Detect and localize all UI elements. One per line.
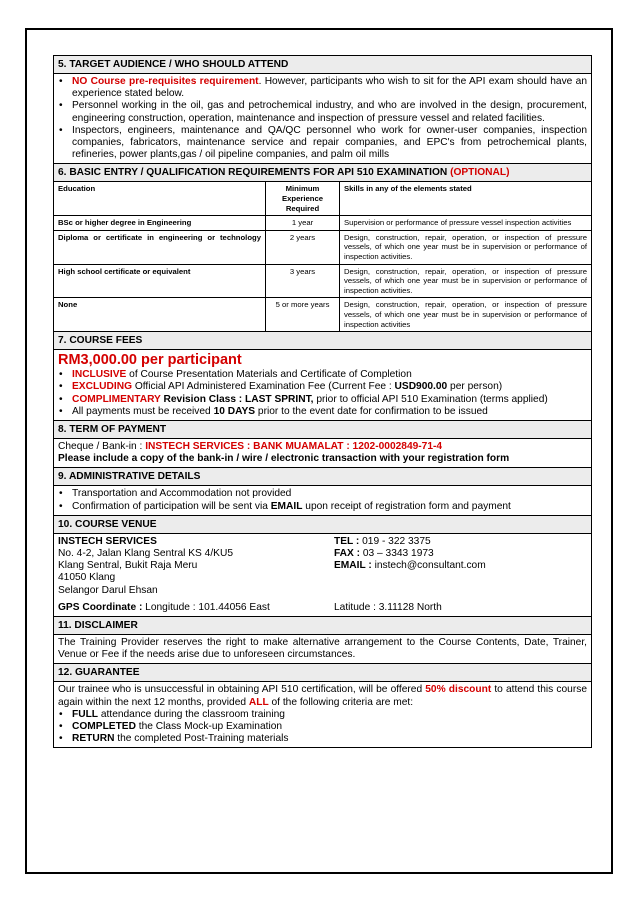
table-cell: Design, construction, repair, operation, or inspection of pressure vessels, of which one year must be in supervision or performance of inspection activities. (340, 231, 591, 265)
list-item: • Inspectors, engineers, maintenance and QA/QC personnel who work for owner-user companies, inspection companies, fabricators, maintenance service and repair companies, and EPC's from petrochemical plants, refineries, power plants,gas / oil pipeline companies, and palm oil mills (58, 125, 587, 162)
section-5-body (54, 74, 591, 164)
list-item: • COMPLIMENTARY Revision Class : LAST SPRINT, prior to official API 510 Examination (terms applied) (58, 394, 587, 406)
section-7-body (54, 350, 591, 421)
table-header: Skills in any of the elements stated (340, 182, 591, 216)
venue-address: INSTECH SERVICES No. 4-2, Jalan Klang Sentral KS 4/KU5 Klang Sentral, Bukit Raja Meru 41050 Klang Selangor Darul Ehsan (58, 535, 233, 596)
section-11-body: The Training Provider reserves the right to make alternative arrangement to the Course Contents, Date, Trainer, Venue or Fee if the needs arise due to unforeseen circumstances. (54, 635, 591, 664)
table-cell: None (54, 298, 266, 331)
course-info-table (53, 55, 592, 748)
table-cell: 5 or more years (266, 298, 340, 331)
section-5-heading: 5. TARGET AUDIENCE / WHO SHOULD ATTEND (54, 56, 591, 74)
email-link[interactable]: instech@consultant.com (374, 560, 486, 572)
table-header: Minimum Experience Required (266, 182, 340, 216)
section-12-body: Our trainee who is unsuccessful in obtaining API 510 certification, will be offered 50% discount to attend this course again within the next 12 months, provided ALL of the following criteria are met: • FULL attendance during the classroom training • COMPLETED the Class Mock-up Examination • RETURN the completed Post-Training materials (54, 682, 591, 747)
list-item: • NO Course pre-requisites requirement. However, participants who wish to sit for the API exam should have an experience stated below. (58, 76, 587, 100)
table-header: Education (54, 182, 266, 216)
section-10-body (54, 534, 591, 617)
list-item: • FULL attendance during the classroom training (58, 709, 587, 721)
list-item: • All payments must be received 10 DAYS prior to the event date for confirmation to be issued (58, 406, 587, 418)
table-cell: 1 year (266, 216, 340, 231)
table-cell: Design, construction, repair, operation, or inspection of pressure vessels, of which one year must be in supervision or performance of inspection activities (344, 300, 587, 329)
gps-coordinate: GPS Coordinate : Longitude : 101.44056 East Latitude : 3.11128 North (58, 601, 442, 613)
list-item: • Personnel working in the oil, gas and petrochemical industry, and who are involved in the design, procurement, engineering construction, operation, maintenance and inspection of pressure vessel and related facilities. (58, 100, 587, 124)
bank-details: INSTECH SERVICES : BANK MUAMALAT : 1202-0002849-71-4 (145, 440, 443, 452)
list-item: • INCLUSIVE of Course Presentation Materials and Certificate of Completion (58, 369, 587, 381)
table-cell: 3 years (266, 265, 340, 299)
table-cell: Supervision or performance of pressure vessel inspection activities (340, 216, 591, 231)
section-10-heading: 10. COURSE VENUE (54, 516, 591, 534)
list-item: • RETURN the completed Post-Training materials (58, 733, 587, 745)
table-cell: Design, construction, repair, operation, or inspection of pressure vessels, of which one year must be in supervision or performance of inspection activities. (340, 265, 591, 299)
section-7-heading: 7. COURSE FEES (54, 332, 591, 350)
section-12-heading: 12. GUARANTEE (54, 664, 591, 682)
list-item: • COMPLETED the Class Mock-up Examination (58, 721, 587, 733)
table-cell: Diploma or certificate in engineering or technology (54, 231, 266, 265)
section-9-body (54, 486, 591, 515)
table-cell: BSc or higher degree in Engineering (54, 216, 266, 231)
list-item: • Transportation and Accommodation not provided (58, 488, 587, 500)
section-8-body: Cheque / Bank-in : INSTECH SERVICES : BANK MUAMALAT : 1202-0002849-71-4 Please include a copy of the bank-in / wire / electronic transaction with your registration form (54, 439, 591, 468)
course-fee: RM3,000.00 per participant (58, 352, 242, 369)
section-9-heading: 9. ADMINISTRATIVE DETAILS (54, 468, 591, 486)
table-cell: High school certificate or equivalent (54, 265, 266, 299)
list-item: • EXCLUDING Official API Administered Examination Fee (Current Fee : USD900.00 per person) (58, 381, 587, 393)
qualification-table (54, 182, 591, 332)
section-8-heading: 8. TERM OF PAYMENT (54, 421, 591, 439)
table-cell: 2 years (266, 231, 340, 265)
list-item: • Confirmation of participation will be sent via EMAIL upon receipt of registration form and payment (58, 501, 587, 513)
venue-contacts: TEL : 019 - 322 3375 FAX : 03 – 3343 1973 EMAIL : instech@consultant.com (334, 535, 486, 572)
section-11-heading: 11. DISCLAIMER (54, 617, 591, 635)
section-6-heading: 6. BASIC ENTRY / QUALIFICATION REQUIREMENTS FOR API 510 EXAMINATION (OPTIONAL) (54, 164, 591, 182)
